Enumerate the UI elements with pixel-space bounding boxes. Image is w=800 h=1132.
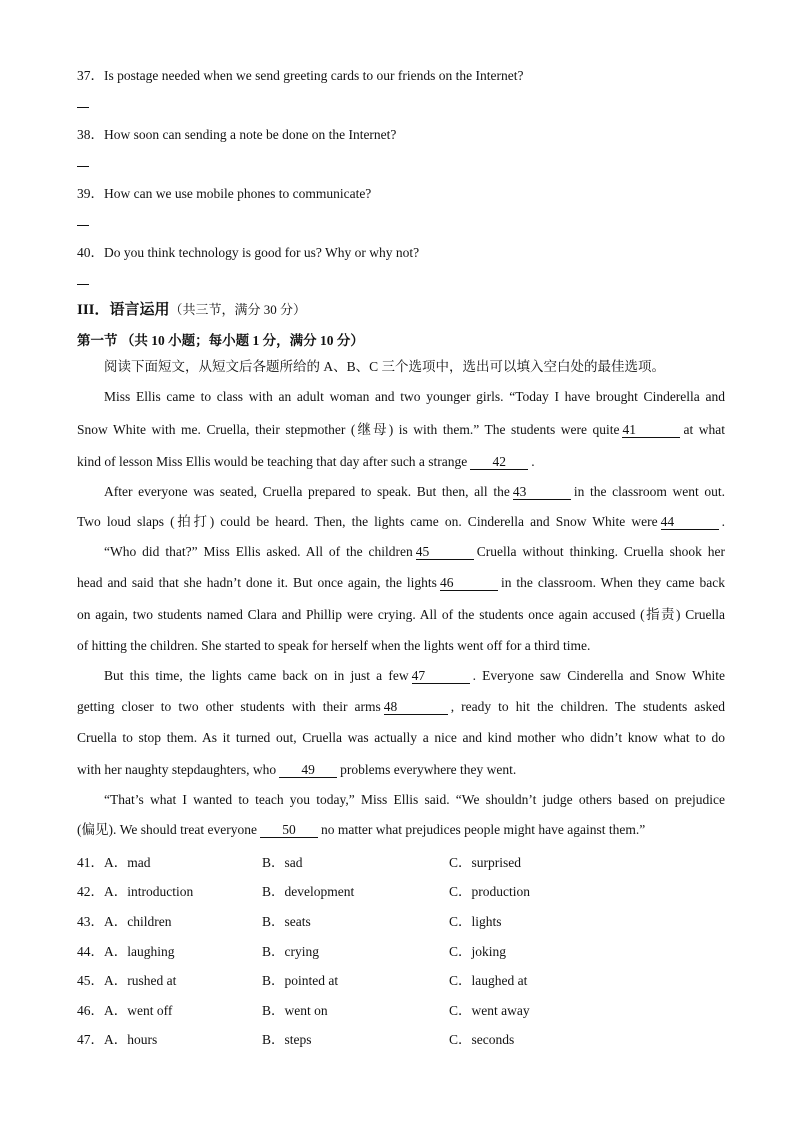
option-b: B．steps bbox=[262, 1032, 312, 1047]
option-a: A．rushed at bbox=[104, 973, 177, 988]
question-number: 39． bbox=[77, 186, 104, 201]
option-row-43: 43． A．children B．seats C．lights bbox=[77, 910, 777, 928]
passage-line: head and said that she hadn’t done it. But once again, the lights 46 in the classroom. When they came back bbox=[77, 575, 725, 590]
option-c: C．laughed at bbox=[449, 973, 528, 988]
option-b: B．pointed at bbox=[262, 973, 339, 988]
option-a: A．went off bbox=[104, 1003, 173, 1018]
passage-line: getting closer to two other students with their arms 48 , ready to hit the children. The students asked bbox=[77, 699, 725, 714]
question-38 bbox=[77, 123, 396, 143]
option-a: A．laughing bbox=[104, 944, 175, 959]
question-39 bbox=[77, 182, 371, 202]
option-row-47: 47． A．hours B．steps C．seconds bbox=[77, 1028, 777, 1046]
subsection-heading: 第一节 （共 10 小题；每小题 1 分，满分 10 分） bbox=[77, 333, 364, 348]
blank-49: 49 bbox=[279, 762, 337, 778]
question-text: Is postage needed when we send greeting cards to our friends on the Internet? bbox=[104, 68, 524, 83]
section-heading bbox=[77, 298, 306, 319]
passage-line: Miss Ellis came to class with an adult woman and two younger girls. “Today I have brought Cinderella and bbox=[104, 389, 725, 404]
answer-dash bbox=[77, 284, 89, 285]
question-number: 37． bbox=[77, 68, 104, 83]
passage-line: with her naughty stepdaughters, who 49 problems everywhere they went. bbox=[77, 762, 517, 777]
answer-dash bbox=[77, 107, 89, 108]
option-a: A．mad bbox=[104, 855, 151, 870]
option-b: B．sad bbox=[262, 855, 303, 870]
option-c: C．seconds bbox=[449, 1032, 515, 1047]
option-b: B．development bbox=[262, 884, 355, 899]
passage-line: After everyone was seated, Cruella prepared to speak. But then, all the 43 in the classroom went out. bbox=[104, 484, 725, 499]
blank-41: 41 bbox=[622, 422, 680, 438]
option-b: B．seats bbox=[262, 914, 311, 929]
blank-48: 48 bbox=[384, 699, 448, 715]
option-b: B．went on bbox=[262, 1003, 328, 1018]
option-b: B．crying bbox=[262, 944, 319, 959]
option-c: C．production bbox=[449, 884, 530, 899]
option-a: A．children bbox=[104, 914, 172, 929]
option-row-42: 42． A．introduction B．development C．production bbox=[77, 880, 777, 898]
section-title: III．语言运用 bbox=[77, 302, 170, 318]
question-text: How can we use mobile phones to communicate? bbox=[104, 186, 372, 201]
passage-line: of hitting the children. She started to speak for herself when the lights went off for a third time. bbox=[77, 638, 591, 653]
answer-dash bbox=[77, 166, 89, 167]
option-a: A．introduction bbox=[104, 884, 194, 899]
passage-line: Two loud slaps (拍打) could be heard. Then, the lights came on. Cinderella and Snow White were 44 . bbox=[77, 514, 725, 529]
question-text: Do you think technology is good for us? Why or why not? bbox=[104, 245, 420, 260]
blank-44: 44 bbox=[661, 514, 719, 530]
answer-dash bbox=[77, 225, 89, 226]
blank-45: 45 bbox=[416, 544, 474, 560]
passage-line: Snow White with me. Cruella, their stepmother (继母) is with them.” The students were quite 41 at what bbox=[77, 422, 725, 437]
option-c: C．joking bbox=[449, 944, 507, 959]
question-number: 40． bbox=[77, 245, 104, 260]
option-c: C．surprised bbox=[449, 855, 521, 870]
question-number: 38． bbox=[77, 127, 104, 142]
option-row-46: 46． A．went off B．went on C．went away bbox=[77, 999, 777, 1017]
blank-42: 42 bbox=[470, 454, 528, 470]
section-subtitle: （共三节，满分 30 分） bbox=[169, 302, 307, 317]
passage-line: Cruella to stop them. As it turned out, Cruella was actually a nice and kind mother who didn’t know what to do bbox=[77, 730, 725, 745]
passage-line: kind of lesson Miss Ellis would be teaching that day after such a strange 42 . bbox=[77, 454, 535, 469]
option-a: A．hours bbox=[104, 1032, 158, 1047]
passage-line: “Who did that?” Miss Ellis asked. All of the children 45 Cruella without thinking. Cruella shook her bbox=[104, 544, 725, 559]
option-c: C．went away bbox=[449, 1003, 530, 1018]
option-row-45: 45． A．rushed at B．pointed at C．laughed at bbox=[77, 969, 777, 987]
blank-47: 47 bbox=[412, 668, 470, 684]
question-37 bbox=[77, 64, 523, 84]
passage-line: on again, two students named Clara and Phillip were crying. All of the students once again accused (指责) Cruella bbox=[77, 607, 725, 622]
question-40 bbox=[77, 241, 419, 261]
option-row-44: 44． A．laughing B．crying C．joking bbox=[77, 940, 777, 958]
blank-43: 43 bbox=[513, 484, 571, 500]
passage-line: But this time, the lights came back on in just a few 47 . Everyone saw Cinderella and Snow White bbox=[104, 668, 725, 683]
instruction-text: 阅读下面短文，从短文后各题所给的 A、B、C 三个选项中，选出可以填入空白处的最佳选项。 bbox=[104, 359, 666, 374]
passage-line: (偏见). We should treat everyone 50 no matter what prejudices people might have against them.” bbox=[77, 822, 646, 837]
passage-line: “That’s what I wanted to teach you today,” Miss Ellis said. “We shouldn’t judge others based on prejudice bbox=[104, 792, 725, 807]
blank-46: 46 bbox=[440, 575, 498, 591]
option-c: C．lights bbox=[449, 914, 502, 929]
blank-50: 50 bbox=[260, 822, 318, 838]
question-text: How soon can sending a note be done on the Internet? bbox=[104, 127, 397, 142]
option-row-41: 41． A．mad B．sad C．surprised bbox=[77, 851, 777, 869]
